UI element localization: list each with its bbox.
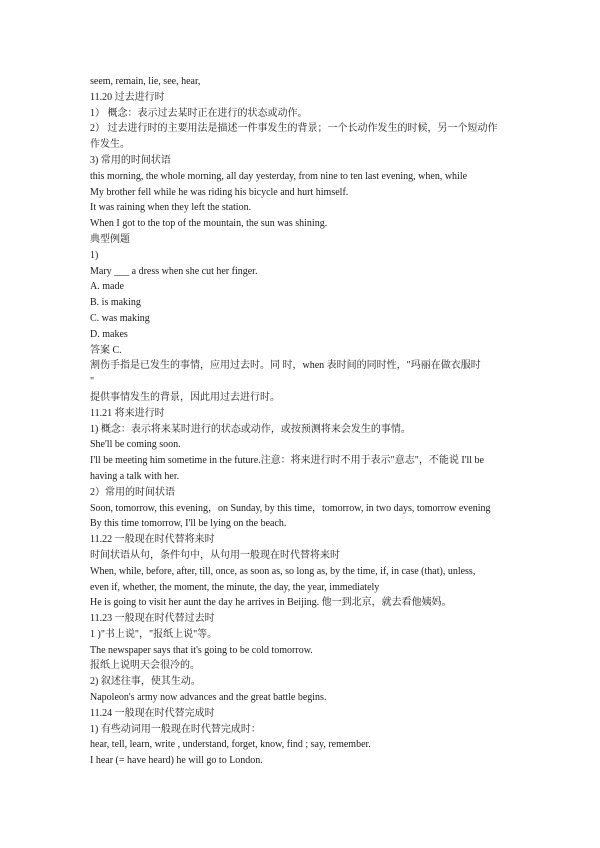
example-sentence: She'll be coming soon. [90,439,181,451]
text-line: Soon, tomorrow, this evening，on Sunday, by this time，tomorrow, in two days, tomorrow evening [90,502,491,514]
section-heading: 11.20 过去进行时 [90,91,165,103]
text-line: seem, remain, lie, see, hear, [90,76,201,87]
answer-key: 答案 C. [90,344,122,356]
subheading: 典型例题 [90,233,130,245]
text-line: this morning, the whole morning, all day yesterday, from nine to ten last evening, when, while [90,170,468,182]
text-line: 1） 概念：表示过去某时正在进行的状态或动作。 [90,107,308,119]
example-sentence: When I got to the top of the mountain, the sun was shining. [90,218,328,230]
text-line: 作发生。 [90,139,130,151]
section-heading: 11.24 一般现在时代替完成时 [90,707,215,719]
explanation-text: 割伤手指是已发生的事情，应用过去时。同 时，when 表时间的同时性，"玛丽在做衣服时 [90,360,481,372]
answer-option: C. was making [90,312,150,324]
answer-option: D. makes [90,328,128,340]
text-line: 1 )"书上说"，"报纸上说"等。 [90,628,218,640]
example-sentence: I'll be meeting him sometime in the future.注意：将来进行时不用于表示"意志"，不能说 I'll be [90,455,484,467]
answer-option: A. made [90,281,124,293]
example-sentence: The newspaper says that it's going to be cold tomorrow. [90,644,313,656]
text-line: 1) [90,249,99,261]
section-heading: 11.22 一般现在时代替将来时 [90,534,215,546]
document-body [90,74,520,769]
section-heading: 11.21 将来进行时 [90,407,165,419]
text-line: 1) 有些动词用一般现在时代替完成时： [90,723,261,735]
example-sentence: I hear (= have heard) he will go to London. [90,755,263,767]
text-line: 2) 叙述往事，使其生动。 [90,676,201,688]
section-heading: 11.23 一般现在时代替过去时 [90,613,215,625]
answer-option: B. is making [90,297,141,309]
example-translation: 报纸上说明天会很冷的。 [90,660,200,672]
explanation-text: 提供事情发生的背景，因此用过去进行时。 [90,391,280,403]
question-text: Mary ___ a dress when she cut her finger. [90,265,258,277]
text-line: When, while, before, after, till, once, as soon as, so long as, by the time, if, in case (that), unless, [90,565,476,577]
text-line: 2） 过去进行时的主要用法是描述一件事发生的背景；一个长动作发生的时候，另一个短动作 [90,123,498,135]
text-line: hear, tell, learn, write , understand, forget, know, find ; say, remember. [90,739,371,751]
example-sentence: My brother fell while he was riding his bicycle and hurt himself. [90,186,349,198]
example-sentence: He is going to visit her aunt the day he arrives in Beijing. 他一到北京，就去看他姨妈。 [90,597,452,609]
text-line: 1) 概念：表示将来某时进行的状态或动作，或按预测将来会发生的事情。 [90,423,411,435]
text-line: even if, whether, the moment, the minute, the day, the year, immediately [90,581,380,593]
example-sentence: having a talk with her. [90,470,180,482]
text-line: 时间状语从句，条件句中，从句用一般现在时代替将来时 [90,549,340,561]
text-line: 3) 常用的时间状语 [90,154,171,166]
text-line: 2）常用的时间状语 [90,486,175,498]
example-sentence: Napoleon's army now advances and the great battle begins. [90,692,327,704]
example-sentence: By this time tomorrow, I'll be lying on the beach. [90,518,287,530]
explanation-text: " [90,376,95,388]
example-sentence: It was raining when they left the station. [90,202,252,214]
